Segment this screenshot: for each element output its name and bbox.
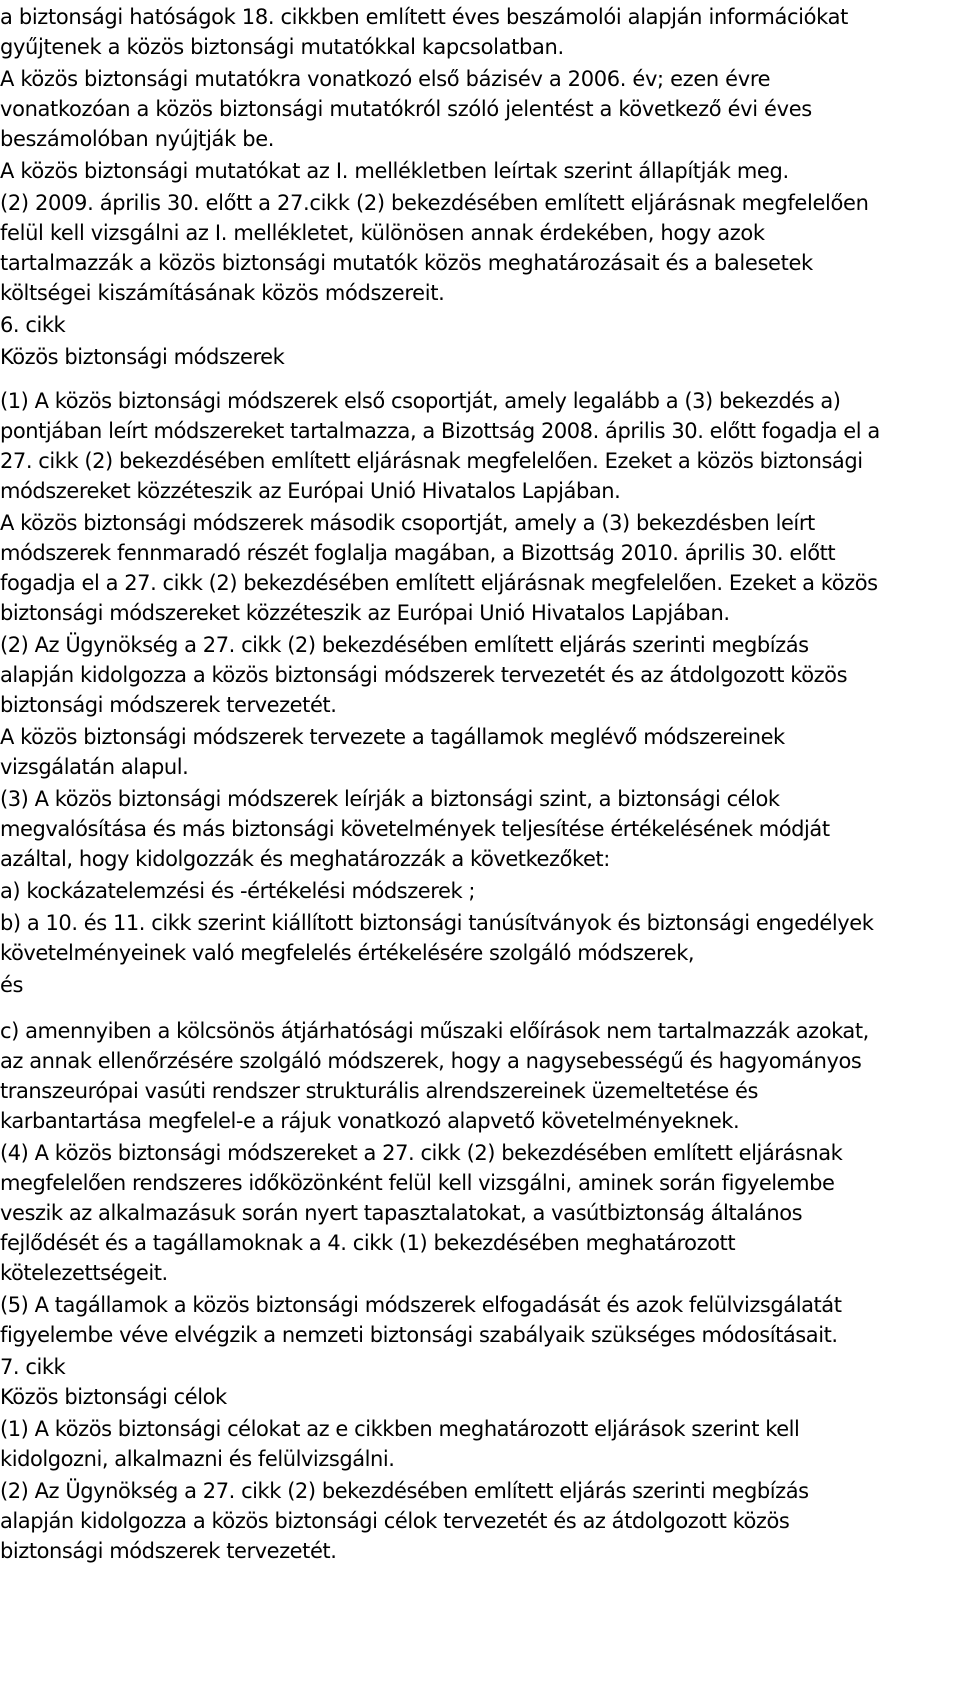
text-line: biztonsági módszereket közzéteszik az Európai Unió Hivatalos Lapjában. [0, 601, 730, 625]
text-line: (2) Az Ügynökség a 27. cikk (2) bekezdésében említett eljárás szerinti megbízás [0, 633, 809, 657]
text-line: a biztonsági hatóságok 18. cikkben említett éves beszámolói alapján információkat [0, 5, 849, 29]
text-line: (5) A tagállamok a közös biztonsági módszerek elfogadását és azok felülvizsgálatát [0, 1293, 842, 1317]
text-line: A közös biztonsági módszerek második csoportját, amely a (3) bekezdésben leírt [0, 511, 815, 535]
text-line: (2) Az Ügynökség a 27. cikk (2) bekezdésében említett eljárás szerinti megbízás [0, 1479, 809, 1503]
text-line: transzeurópai vasúti rendszer strukturális alrendszereinek üzemeltetése és [0, 1079, 758, 1103]
text-line: A közös biztonsági mutatókat az I. mellékletben leírtak szerint állapítják meg. [0, 159, 789, 183]
text-line: (2) 2009. április 30. előtt a 27.cikk (2) bekezdésében említett eljárásnak megfelelően [0, 191, 869, 215]
text-line: biztonsági módszerek tervezetét. [0, 693, 337, 717]
text-line: kidolgozni, alkalmazni és felülvizsgálni. [0, 1447, 395, 1471]
text-line: karbantartása megfelel-e a rájuk vonatkozó alapvető követelményeknek. [0, 1109, 740, 1133]
article-number: 7. cikk [0, 1355, 66, 1379]
text-line: 27. cikk (2) bekezdésében említett eljárásnak megfelelően. Ezeket a közös biztonsági [0, 449, 863, 473]
text-line: beszámolóban nyújtják be. [0, 127, 275, 151]
article-title: Közös biztonsági célok [0, 1385, 227, 1409]
text-line: költségei kiszámításának közös módszereit. [0, 281, 445, 305]
text-line: fejlődését és a tagállamoknak a 4. cikk (1) bekezdésében meghatározott [0, 1231, 736, 1255]
text-line: az annak ellenőrzésére szolgáló módszerek, hogy a nagysebességű és hagyományos [0, 1049, 862, 1073]
text-line: (1) A közös biztonsági módszerek első csoportját, amely legalább a (3) bekezdés a) [0, 389, 841, 413]
text-line: fogadja el a 27. cikk (2) bekezdésében említett eljárásnak megfelelően. Ezeket a közös [0, 571, 878, 595]
text-line: (4) A közös biztonsági módszereket a 27. cikk (2) bekezdésében említett eljárásnak [0, 1141, 843, 1165]
text-line: alapján kidolgozza a közös biztonsági célok tervezetét és az átdolgozott közös [0, 1509, 790, 1533]
text-line: veszik az alkalmazásuk során nyert tapasztalatokat, a vasútbiztonság általános [0, 1201, 803, 1225]
text-line: A közös biztonsági módszerek tervezete a tagállamok meglévő módszereinek [0, 725, 785, 749]
list-item-c: c) amennyiben a kölcsönös átjárhatósági műszaki előírások nem tartalmazzák azokat, [0, 1019, 869, 1043]
list-item-b: b) a 10. és 11. cikk szerint kiállított biztonsági tanúsítványok és biztonsági engedélyek [0, 911, 874, 935]
text-line: megvalósítása és más biztonsági követelmények teljesítése értékelésének módját [0, 817, 830, 841]
text-line: felül kell vizsgálni az I. mellékletet, különösen annak érdekében, hogy azok [0, 221, 765, 245]
text-line: vizsgálatán alapul. [0, 755, 189, 779]
text-line: alapján kidolgozza a közös biztonsági módszerek tervezetét és az átdolgozott közös [0, 663, 848, 687]
text-line: megfelelően rendszeres időközönként felül kell vizsgálni, aminek során figyelembe [0, 1171, 835, 1195]
text-line: azáltal, hogy kidolgozzák és meghatározzák a következőket: [0, 847, 610, 871]
text-line: módszereket közzéteszik az Európai Unió Hivatalos Lapjában. [0, 479, 621, 503]
text-line: követelményeinek való megfelelés értékelésére szolgáló módszerek, [0, 941, 695, 965]
text-line: pontjában leírt módszereket tartalmazza, a Bizottság 2008. április 30. előtt fogadja el a [0, 419, 880, 443]
text-line: (3) A közös biztonsági módszerek leírják a biztonsági szint, a biztonsági célok [0, 787, 780, 811]
text-line: biztonsági módszerek tervezetét. [0, 1539, 337, 1563]
text-line: gyűjtenek a közös biztonsági mutatókkal kapcsolatban. [0, 35, 564, 59]
text-line: figyelembe véve elvégzik a nemzeti biztonsági szabályaik szükséges módosításait. [0, 1323, 838, 1347]
connector-word: és [0, 973, 23, 997]
text-line: A közös biztonsági mutatókra vonatkozó első bázisév a 2006. év; ezen évre [0, 67, 771, 91]
article-title: Közös biztonsági módszerek [0, 345, 285, 369]
text-line: vonatkozóan a közös biztonsági mutatókról szóló jelentést a következő évi éves [0, 97, 812, 121]
text-line: (1) A közös biztonsági célokat az e cikkben meghatározott eljárások szerint kell [0, 1417, 800, 1441]
text-line: tartalmazzák a közös biztonsági mutatók közös meghatározásait és a balesetek [0, 251, 813, 275]
text-line: módszerek fennmaradó részét foglalja magában, a Bizottság 2010. április 30. előtt [0, 541, 836, 565]
text-line: kötelezettségeit. [0, 1261, 168, 1285]
list-item-a: a) kockázatelemzési és -értékelési módszerek ; [0, 879, 476, 903]
article-number: 6. cikk [0, 313, 66, 337]
